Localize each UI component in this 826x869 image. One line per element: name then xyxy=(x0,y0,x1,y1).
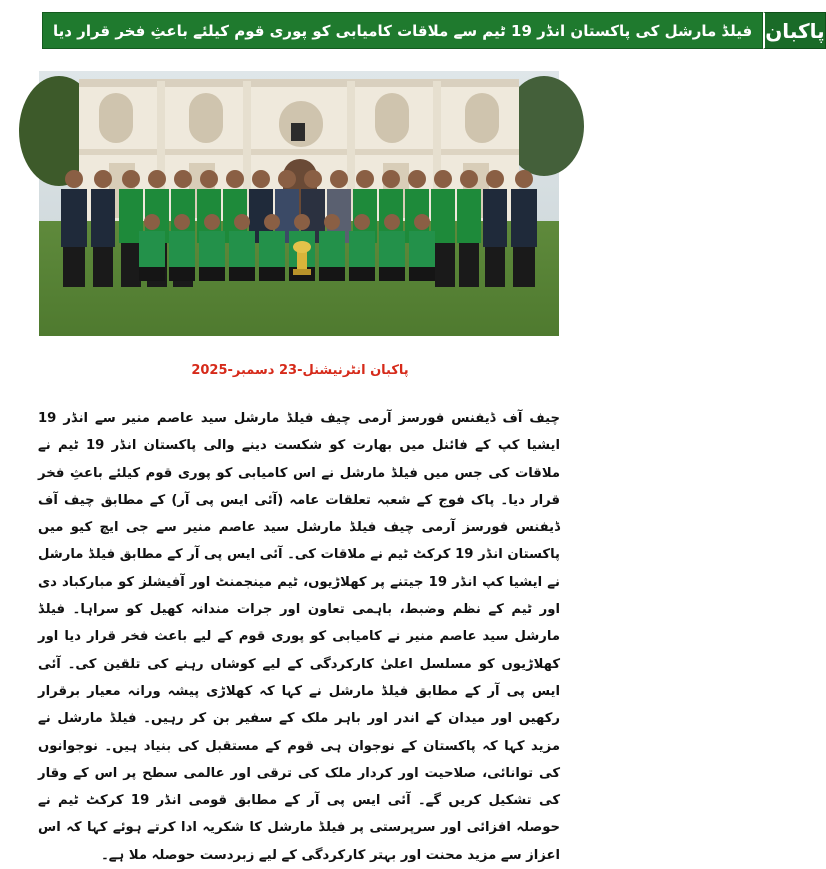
dateline: پاکبان انٹرنیشنل-23 دسمبر-2025 xyxy=(191,363,409,378)
team-photo-illustration xyxy=(39,71,559,336)
article-body: چیف آف ڈیفنس فورسز آرمی چیف فیلڈ مارشل سید عاصم منیر سے انڈر 19 ایشیا کپ کے فائنل میں بھارت کو شکست دینے والی پاکستان انڈر 19 ٹیم نے ملاقات کی جس میں فیلڈ مارشل نے اس کامیابی کو پوری قوم کیلئے باعثِ فخر قرار دیا۔ پاک فوج کے شعبہ تعلقات عامہ (آئی ایس پی آر) کے مطابق چیف آف ڈیفنس فورسز آرمی چیف فیلڈ مارشل سید عاصم منیر سے جی ایچ کیو میں پاکستان انڈر 19 کرکٹ ٹیم نے ملاقات کی۔ آئی ایس پی آر کے مطابق فیلڈ مارشل نے ایشیا کپ انڈر 19 جیتنے پر کھلاڑیوں، ٹیم مینجمنٹ اور آفیشلز کو مبارکباد دی اور ٹیم کے نظم وضبط، باہمی تعاون اور جرات مندانہ کھیل کو سراہا۔ فیلڈ مارشل سید عاصم منیر نے کامیابی کو پوری قوم کے لیے باعث فخر قرار دیا اور کھلاڑیوں کو مسلسل اعلیٰ کارکردگی کے لیے کوشاں رہنے کی تلقین کی۔ آئی ایس پی آر کے مطابق فیلڈ مارشل نے کہا کہ کھلاڑی پیشہ ورانہ معیار برقرار رکھیں اور میدان کے اندر اور باہر ملک کے سفیر بن کر رہیں۔ فیلڈ مارشل نے مزید کہا کہ پاکستان کے نوجوان ہی قوم کے مستقبل کی بنیاد ہیں۔ نوجوانوں کی توانائی، صلاحیت اور کردار ملک کی ترقی اور عالمی سطح پر اس کے وقار کی تشکیل کریں گے۔ آئی ایس پی آر کے مطابق قومی انڈر 19 کرکٹ ٹیم نے حوصلہ افزائی اور سرپرستی پر فیلڈ مارشل کا شکریہ ادا کرتے ہوئے کہا کہ اس اعزاز سے مزید محنت اور بہتر کارکردگی کے لیے زبردست حوصلہ ملا ہے۔ xyxy=(38,411,561,863)
brand-logo: پاکبان xyxy=(763,12,825,49)
headline: فیلڈ مارشل کی پاکستان انڈر 19 ٹیم سے ملاقات کامیابی کو پوری قوم کیلئے باعثِ فخر قرار دیا xyxy=(42,12,763,49)
header-bar xyxy=(42,12,825,49)
team-photo xyxy=(39,71,559,336)
